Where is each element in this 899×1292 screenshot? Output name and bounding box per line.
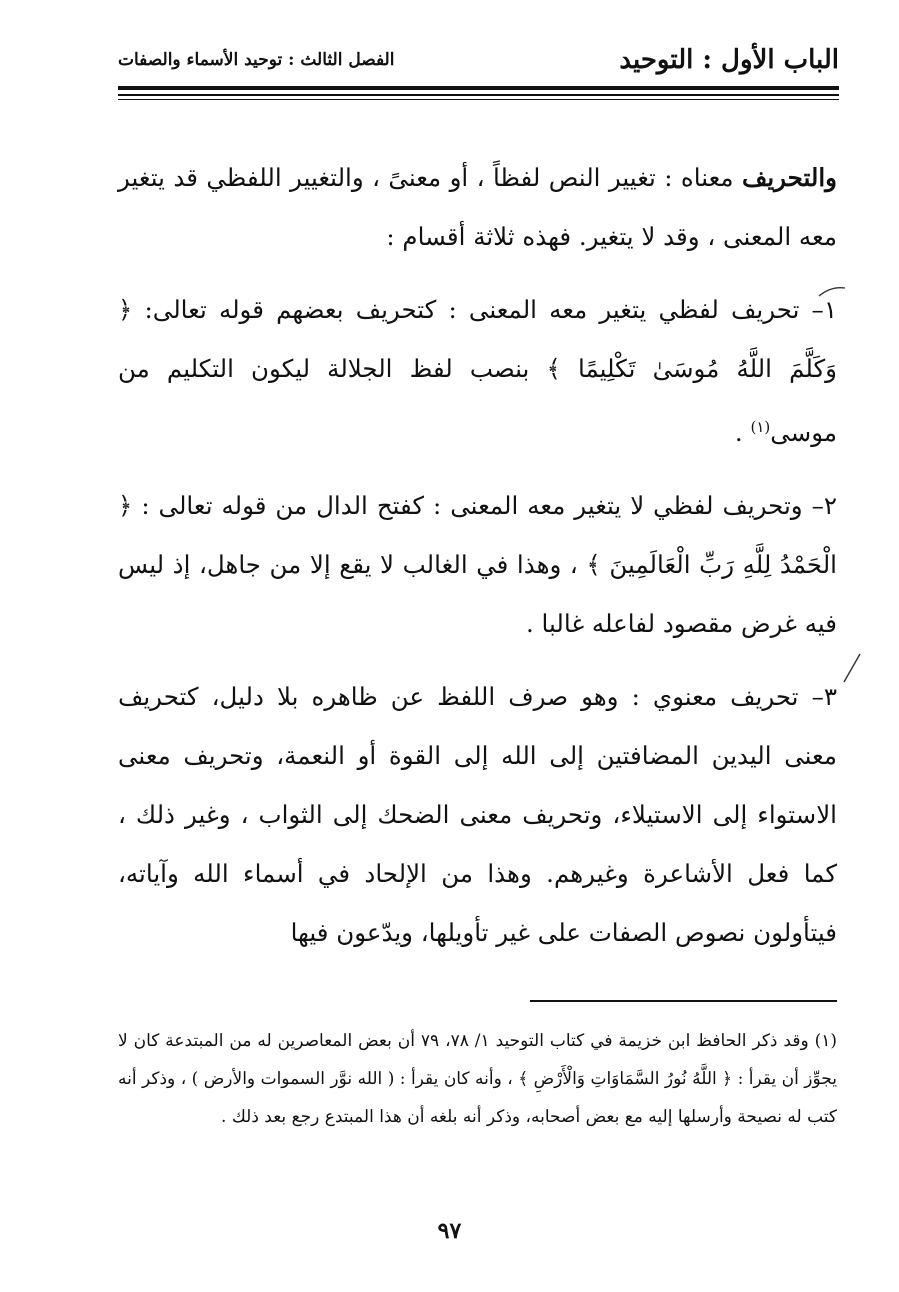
pencil-mark-slash: [840, 650, 864, 686]
type-1-rest: بنصب لفظ الجلالة ليكون التكليم من موسى: [118, 354, 837, 448]
chapter-title: الفصل الثالث : توحيد الأسماء والصفات: [118, 50, 395, 70]
type-1-end: .: [734, 418, 751, 448]
definition-text: معناه : تغيير النص لفظاً ، أو معنىً ، والتغيير اللفظي قد يتغير معه المعنى ، وقد لا يتغير. فهذه ثلاثة أقسام :: [118, 163, 837, 251]
header-rule-thin: [118, 99, 839, 100]
type-2-rest: ، وهذا في الغالب لا يقع إلا من جاهل، إذ ليس فيه غرض مقصود لفاعله غالبا .: [118, 550, 837, 639]
header-rule-medium: [118, 94, 839, 96]
running-header: [118, 38, 839, 82]
type-3-text: ٣– تحريف معنوي : وهو صرف اللفظ عن ظاهره بلا دليل، كتحريف معنى اليدين المضافتين إلى الله إلى القوة أو النعمة، وتحريف معنى الاستواء إلى الاستيلاء، وتحريف معنى الضحك إلى الثواب ، وغير ذلك ، كما فعل الأشاعرة وغيرهم. وهذا من الإلحاد في أسماء الله وآياته، فيتأولون نصوص الصفات على غير تأويلها، ويدّعون فيها: [118, 682, 837, 948]
footnote-text-a: (١) وقد ذكر الحافظ ابن خزيمة في كتاب التوحيد ١/ ٧٨، ٧٩ أن بعض المعاصرين له من المبتدعة كان لا يجوِّز أن يقرأ :: [118, 1031, 838, 1089]
paragraph-definition: [118, 148, 837, 266]
paragraph-type-3: [118, 667, 837, 962]
footnote-verse: ﴿ اللَّهُ نُورُ السَّمَاوَاتِ وَالْأَرْضِ ﴾: [518, 1069, 733, 1089]
quran-verse-1: ﴿ وَكَلَّمَ اللَّهُ مُوسَىٰ تَكْلِيمًا ﴾: [118, 295, 837, 383]
term-tahrif: والتحريف: [741, 163, 837, 192]
paragraph-type-2: [118, 476, 837, 653]
book-part-title: الباب الأول : التوحيد: [619, 45, 839, 75]
header-rule-thick: [118, 86, 839, 90]
quran-verse-2: ﴿ الْحَمْدُ لِلَّهِ رَبِّ الْعَالَمِينَ ﴾: [118, 491, 837, 580]
page-number: ٩٧: [437, 1218, 462, 1244]
footnote-ref-1[interactable]: (١): [750, 418, 771, 436]
paragraph-type-1: [118, 280, 837, 462]
type-2-intro: ٢– وتحريف لفظي لا يتغير معه المعنى : كفتح الدال من قوله تعالى :: [141, 491, 837, 521]
main-text: [118, 148, 837, 962]
footnote-text-b: ، وأنه كان يقرأ : ( الله نوَّر السموات والأرض ) ، وذكر أنه كتب له نصيحة وأرسلها إليه مع بعض أصحابه، وذكر أنه بلغه أن هذا المبتدع رجع بعد ذلك .: [118, 1069, 837, 1127]
footnote-separator: [530, 1000, 837, 1002]
footnote-1: [118, 1022, 837, 1136]
type-1-intro: ١– تحريف لفظي يتغير معه المعنى : كتحريف بعضهم قوله تعالى:: [144, 295, 837, 324]
